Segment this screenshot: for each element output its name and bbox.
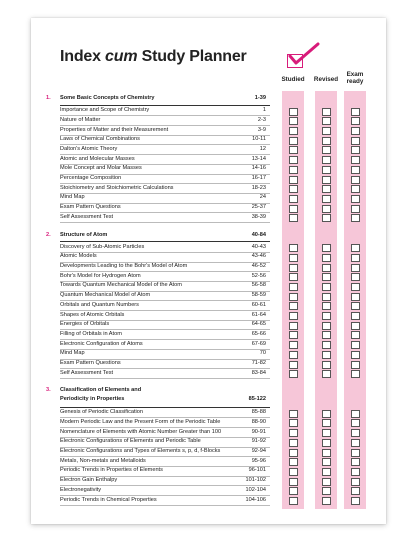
progress-checkbox[interactable] xyxy=(289,351,298,359)
progress-checkbox[interactable] xyxy=(322,146,331,154)
topic-row xyxy=(48,311,268,320)
progress-checkbox[interactable] xyxy=(351,331,360,339)
topic-name: Energies of Orbitals xyxy=(60,321,110,328)
topic-pages: 38-39 xyxy=(251,213,266,220)
progress-checkbox[interactable] xyxy=(289,419,298,427)
topic-name: Exam Pattern Questions xyxy=(60,204,121,211)
progress-checkbox[interactable] xyxy=(322,293,331,301)
topic-name: Filling of Orbitals in Atom xyxy=(60,330,122,337)
topic-pages: 18-23 xyxy=(251,184,266,191)
progress-checkbox[interactable] xyxy=(351,214,360,222)
topic-name: Exam Pattern Questions xyxy=(60,360,121,366)
topic-name: Laws of Chemical Combinations xyxy=(60,136,140,143)
progress-checkbox[interactable] xyxy=(322,361,331,369)
topic-pages: 95-96 xyxy=(251,457,266,464)
topic-name: Nomenclature of Elements with Atomic Number Greater than 100 xyxy=(60,428,222,435)
topic-row xyxy=(48,281,268,290)
progress-checkbox[interactable] xyxy=(322,429,331,437)
progress-checkbox[interactable] xyxy=(322,497,331,505)
topic-row xyxy=(48,408,268,417)
topic-pages: 3-9 xyxy=(257,126,266,133)
topic-name: Periodic Trends in Properties of Elements xyxy=(60,467,163,474)
progress-checkbox[interactable] xyxy=(289,137,298,145)
topic-row xyxy=(48,301,268,310)
progress-checkbox[interactable] xyxy=(289,439,298,447)
topic-row xyxy=(48,155,268,164)
topic-pages: 1 xyxy=(262,107,266,114)
progress-checkbox[interactable] xyxy=(351,264,360,272)
progress-checkbox[interactable] xyxy=(351,127,360,135)
progress-checkbox[interactable] xyxy=(289,410,298,418)
topic-pages: 83-84 xyxy=(251,369,266,376)
progress-checkbox[interactable] xyxy=(289,497,298,505)
progress-checkbox[interactable] xyxy=(322,351,331,359)
topic-name: Quantum Mechanical Model of Atom xyxy=(60,292,151,299)
progress-checkbox[interactable] xyxy=(322,156,331,164)
progress-checkbox[interactable] xyxy=(322,195,331,203)
topic-row xyxy=(48,447,268,456)
topic-row xyxy=(48,164,268,173)
topic-name: Electron Gain Enthalpy xyxy=(60,477,118,484)
progress-checkbox[interactable] xyxy=(289,293,298,301)
topic-pages: 2-3 xyxy=(257,116,266,123)
topic-pages: 101-102 xyxy=(245,477,266,484)
topic-name: Mole Concept and Molar Masses xyxy=(60,165,142,172)
topic-row xyxy=(48,203,268,212)
topic-row xyxy=(48,272,268,281)
topic-row xyxy=(48,369,268,378)
progress-checkbox[interactable] xyxy=(322,302,331,310)
progress-checkbox[interactable] xyxy=(289,254,298,262)
progress-checkbox[interactable] xyxy=(351,108,360,116)
column-header-exam-ready: Exam ready xyxy=(346,71,364,85)
topic-pages: 102-104 xyxy=(245,486,266,493)
topic-row xyxy=(48,330,268,339)
progress-checkbox[interactable] xyxy=(289,458,298,466)
progress-checkbox[interactable] xyxy=(351,156,360,164)
topic-pages: 61-64 xyxy=(251,311,266,318)
topic-name: Modern Periodic Law and the Present Form of the Periodic Table xyxy=(60,418,221,425)
topic-pages: 46-52 xyxy=(251,263,266,269)
progress-checkbox[interactable] xyxy=(322,127,331,135)
topic-pages: 91-92 xyxy=(251,438,266,445)
progress-checkbox[interactable] xyxy=(351,205,360,213)
progress-checkbox[interactable] xyxy=(322,205,331,213)
progress-checkbox[interactable] xyxy=(289,370,298,378)
topic-name: Properties of Matter and their Measurement xyxy=(60,126,169,133)
progress-checkbox[interactable] xyxy=(351,478,360,486)
progress-checkbox[interactable] xyxy=(322,214,331,222)
progress-checkbox[interactable] xyxy=(322,468,331,476)
progress-checkbox[interactable] xyxy=(322,449,331,457)
progress-checkbox[interactable] xyxy=(322,108,331,116)
progress-checkbox[interactable] xyxy=(289,205,298,213)
progress-checkbox[interactable] xyxy=(351,244,360,252)
topic-row xyxy=(48,135,268,144)
progress-checkbox[interactable] xyxy=(322,176,331,184)
topic-row xyxy=(48,193,268,202)
topic-name: Electronic Configurations of Elements and Periodic Table xyxy=(60,438,201,445)
topic-row xyxy=(48,262,268,271)
topic-name: Bohr's Model for Hydrogen Atom xyxy=(60,272,141,279)
progress-checkbox[interactable] xyxy=(289,156,298,164)
progress-checkbox[interactable] xyxy=(351,468,360,476)
topic-row xyxy=(48,418,268,427)
progress-checkbox[interactable] xyxy=(351,449,360,457)
topic-name: Discovery of Sub-Atomic Particles xyxy=(60,243,145,250)
chapter-title: Classification of Elements and xyxy=(60,387,142,394)
topic-pages: 90-91 xyxy=(251,428,266,435)
topic-row xyxy=(48,359,268,368)
topic-name: Importance and Scope of Chemistry xyxy=(60,107,150,114)
progress-checkbox[interactable] xyxy=(289,273,298,281)
topic-name: Self Assessment Test xyxy=(60,369,114,376)
progress-checkbox[interactable] xyxy=(351,419,360,427)
topic-name: Electronic Configuration of Atoms xyxy=(60,340,143,347)
chapter-row xyxy=(48,94,268,103)
topic-pages: 64-65 xyxy=(251,321,266,328)
topic-name: Orbitals and Quantum Numbers xyxy=(60,301,139,308)
topic-pages: 56-58 xyxy=(251,282,266,289)
topic-name: Towards Quantum Mechanical Model of the Atom xyxy=(60,282,182,289)
topic-name: Shapes of Atomic Orbitals xyxy=(60,311,125,318)
progress-checkbox[interactable] xyxy=(289,127,298,135)
topic-row xyxy=(48,145,268,154)
topic-name: Nature of Matter xyxy=(60,116,101,123)
topic-name: Periodic Trends in Chemical Properties xyxy=(60,496,157,503)
topic-pages: 96-101 xyxy=(248,467,266,474)
topic-pages: 16-17 xyxy=(251,175,266,181)
row-divider xyxy=(60,222,270,223)
topic-pages: 12 xyxy=(259,145,266,152)
progress-checkbox[interactable] xyxy=(322,137,331,145)
progress-checkbox[interactable] xyxy=(289,244,298,252)
progress-checkbox[interactable] xyxy=(351,312,360,320)
progress-checkbox[interactable] xyxy=(351,341,360,349)
progress-checkbox[interactable] xyxy=(289,302,298,310)
topic-name: Atomic Models xyxy=(60,253,97,260)
row-divider xyxy=(60,378,270,379)
progress-checkbox[interactable] xyxy=(289,108,298,116)
topic-name: Dalton's Atomic Theory xyxy=(60,145,118,152)
topic-name: Mind Map xyxy=(60,350,85,357)
progress-checkbox[interactable] xyxy=(322,419,331,427)
progress-checkbox[interactable] xyxy=(351,497,360,505)
topic-pages: 52-56 xyxy=(251,272,266,279)
progress-checkbox[interactable] xyxy=(289,214,298,222)
topic-row xyxy=(48,320,268,329)
topic-row xyxy=(48,126,268,135)
topic-pages: 88-90 xyxy=(251,418,266,425)
progress-checkbox[interactable] xyxy=(351,370,360,378)
progress-checkbox[interactable] xyxy=(289,195,298,203)
progress-checkbox[interactable] xyxy=(351,137,360,145)
progress-checkbox[interactable] xyxy=(289,361,298,369)
chapter-pages: 40-84 xyxy=(251,231,266,238)
progress-checkbox[interactable] xyxy=(351,273,360,281)
chapter-pages: 85-122 xyxy=(248,396,266,403)
progress-checkbox[interactable] xyxy=(322,117,331,125)
chapter-number: 2. xyxy=(46,231,51,238)
topic-pages: 70 xyxy=(259,350,266,357)
progress-checkbox[interactable] xyxy=(322,185,331,193)
progress-checkbox[interactable] xyxy=(322,254,331,262)
topic-pages: 13-14 xyxy=(251,155,266,162)
progress-checkbox[interactable] xyxy=(322,283,331,291)
progress-checkbox[interactable] xyxy=(322,273,331,281)
column-header-revised: Revised xyxy=(313,76,339,83)
topic-row xyxy=(48,349,268,358)
topic-pages: 104-106 xyxy=(245,496,266,503)
progress-checkbox[interactable] xyxy=(351,439,360,447)
progress-checkbox[interactable] xyxy=(289,449,298,457)
progress-checkbox[interactable] xyxy=(322,458,331,466)
topic-pages: 43-46 xyxy=(251,253,266,260)
chapter-row xyxy=(48,231,268,240)
topic-name: Stoichiometry and Stoichiometric Calculations xyxy=(60,184,174,191)
progress-checkbox[interactable] xyxy=(289,117,298,125)
topic-row xyxy=(48,174,268,183)
topic-pages: 40-43 xyxy=(251,243,266,250)
topic-pages: 71-82 xyxy=(251,360,266,366)
chapter-number: 3. xyxy=(46,387,51,394)
topic-name: Metals, Non-metals and Metalloids xyxy=(60,457,146,464)
topic-row xyxy=(48,213,268,222)
progress-checkbox[interactable] xyxy=(322,331,331,339)
progress-checkbox[interactable] xyxy=(322,244,331,252)
progress-checkbox[interactable] xyxy=(351,351,360,359)
progress-checkbox[interactable] xyxy=(289,176,298,184)
topic-row xyxy=(48,428,268,437)
chapter-number: 1. xyxy=(46,95,51,101)
progress-checkbox[interactable] xyxy=(351,293,360,301)
topic-pages: 10-11 xyxy=(252,136,266,143)
topic-name: Mind Map xyxy=(60,194,85,201)
progress-checkbox[interactable] xyxy=(322,478,331,486)
topic-name: Developments Leading to the Bohr's Model of Atom xyxy=(60,263,188,269)
progress-checkbox[interactable] xyxy=(351,302,360,310)
progress-checkbox[interactable] xyxy=(351,254,360,262)
progress-checkbox[interactable] xyxy=(322,264,331,272)
topic-pages: 14-16 xyxy=(251,165,266,172)
row-divider xyxy=(60,505,270,506)
page-title: Index cum Study Planner xyxy=(60,48,247,65)
progress-checkbox[interactable] xyxy=(351,185,360,193)
topic-pages: 60-61 xyxy=(251,301,266,308)
progress-checkbox[interactable] xyxy=(289,146,298,154)
topic-row xyxy=(48,457,268,466)
progress-checkbox[interactable] xyxy=(289,166,298,174)
topic-row xyxy=(48,476,268,485)
checkmark-icon xyxy=(287,42,321,68)
topic-pages: 67-69 xyxy=(251,340,266,347)
topic-pages: 65-66 xyxy=(251,330,266,337)
progress-checkbox[interactable] xyxy=(289,468,298,476)
progress-checkbox[interactable] xyxy=(289,331,298,339)
progress-checkbox[interactable] xyxy=(351,176,360,184)
progress-checkbox[interactable] xyxy=(351,458,360,466)
chapter-title-line2: Periodicity in Properties xyxy=(60,396,125,403)
topic-name: Electronic Configurations and Types of Elements s, p, d, f-Blocks xyxy=(60,448,221,454)
chapter-pages: 1-39 xyxy=(254,95,266,101)
topic-name: Genesis of Periodic Classification xyxy=(60,409,144,416)
topic-name: Atomic and Molecular Masses xyxy=(60,155,135,162)
progress-checkbox[interactable] xyxy=(322,166,331,174)
progress-checkbox[interactable] xyxy=(322,341,331,349)
topic-row xyxy=(48,184,268,193)
topic-pages: 85-88 xyxy=(251,409,266,416)
progress-checkbox[interactable] xyxy=(289,185,298,193)
progress-checkbox[interactable] xyxy=(351,487,360,495)
topic-row xyxy=(48,106,268,115)
progress-checkbox[interactable] xyxy=(322,487,331,495)
topic-row xyxy=(48,116,268,125)
column-header-studied: Studied xyxy=(281,76,305,83)
topic-row xyxy=(48,496,268,505)
progress-checkbox[interactable] xyxy=(351,322,360,330)
progress-checkbox[interactable] xyxy=(289,312,298,320)
progress-checkbox[interactable] xyxy=(289,283,298,291)
progress-checkbox[interactable] xyxy=(351,195,360,203)
topic-row xyxy=(48,291,268,300)
progress-checkbox[interactable] xyxy=(322,410,331,418)
chapter-title: Some Basic Concepts of Chemistry xyxy=(60,95,155,101)
topic-row xyxy=(48,437,268,446)
progress-checkbox[interactable] xyxy=(289,478,298,486)
progress-checkbox[interactable] xyxy=(289,322,298,330)
topic-name: Self Assessment Test xyxy=(60,213,114,220)
topic-name: Electronegativity xyxy=(60,486,102,493)
topic-row xyxy=(48,486,268,495)
progress-checkbox[interactable] xyxy=(351,283,360,291)
progress-checkbox[interactable] xyxy=(351,429,360,437)
topic-row xyxy=(48,466,268,475)
topic-row xyxy=(48,252,268,261)
progress-checkbox[interactable] xyxy=(322,312,331,320)
progress-checkbox[interactable] xyxy=(351,117,360,125)
topic-row xyxy=(48,340,268,349)
topic-row xyxy=(48,243,268,252)
progress-checkbox[interactable] xyxy=(351,361,360,369)
chapter-title: Structure of Atom xyxy=(60,231,108,238)
progress-checkbox[interactable] xyxy=(322,439,331,447)
progress-checkbox[interactable] xyxy=(351,410,360,418)
topic-pages: 92-94 xyxy=(251,448,266,454)
progress-checkbox[interactable] xyxy=(289,264,298,272)
progress-checkbox[interactable] xyxy=(289,341,298,349)
progress-checkbox[interactable] xyxy=(351,146,360,154)
topic-name: Percentage Composition xyxy=(60,175,122,181)
progress-checkbox[interactable] xyxy=(322,322,331,330)
chapter-row xyxy=(48,386,268,404)
topic-pages: 24 xyxy=(259,194,266,201)
progress-checkbox[interactable] xyxy=(322,370,331,378)
topic-pages: 58-59 xyxy=(251,292,266,299)
progress-checkbox[interactable] xyxy=(351,166,360,174)
topic-pages: 25-37 xyxy=(251,204,266,211)
progress-checkbox[interactable] xyxy=(289,429,298,437)
progress-checkbox[interactable] xyxy=(289,487,298,495)
